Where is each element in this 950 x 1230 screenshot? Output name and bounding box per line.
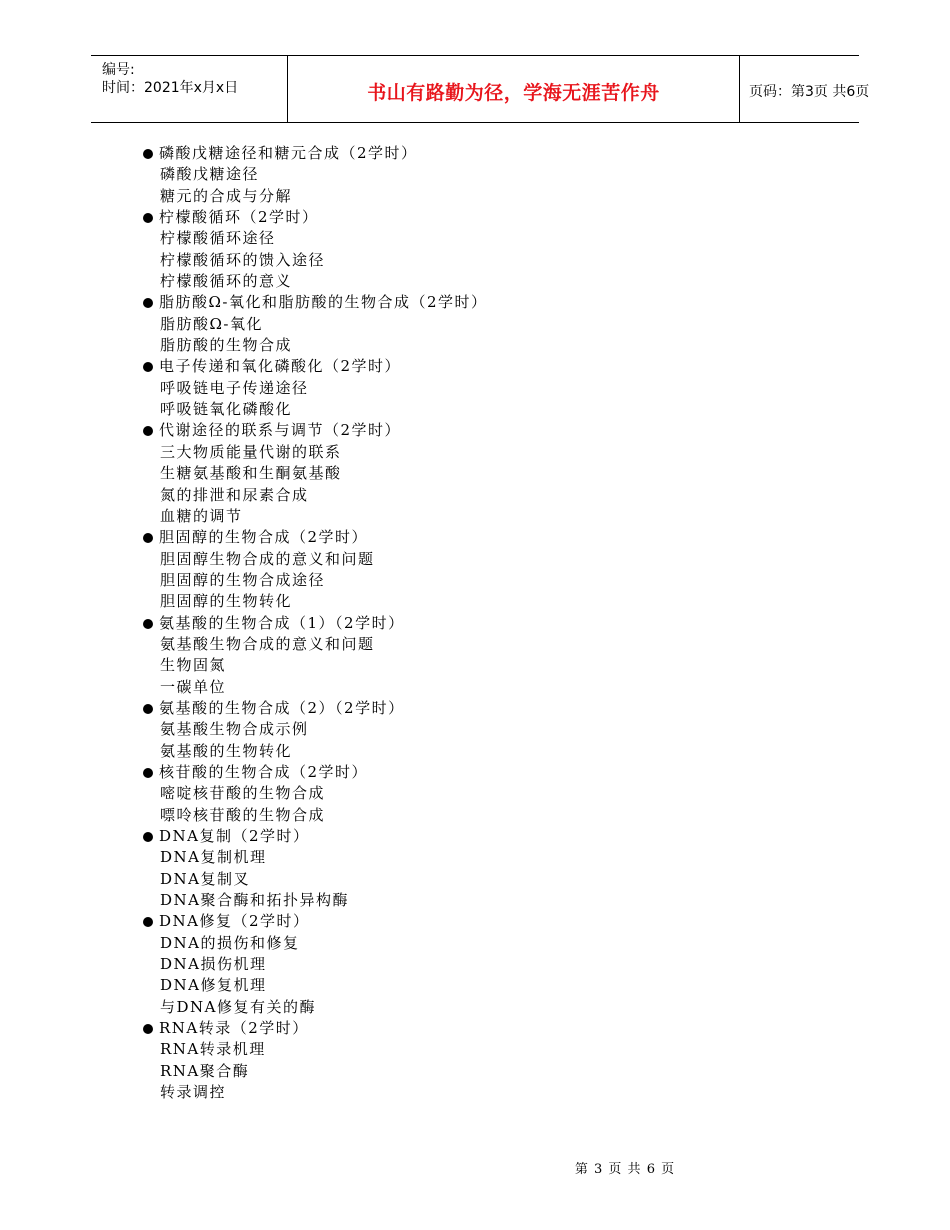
outline-topic-title: 氨基酸的生物合成（2）（2学时） <box>159 698 405 717</box>
bullet-dot-icon <box>143 704 153 714</box>
bullet-dot-icon <box>143 768 153 778</box>
outline-subitem: 胆固醇生物合成的意义和问题 <box>160 549 375 568</box>
outline-topic-title: RNA转录（2学时） <box>159 1019 309 1038</box>
outline-subitem: DNA的损伤和修复 <box>160 933 300 952</box>
outline-topic <box>141 356 841 377</box>
outline-subitem: DNA损伤机理 <box>160 955 267 974</box>
outline-subitem: 糖元的合成与分解 <box>160 186 293 205</box>
outline-subitem: DNA复制叉 <box>160 869 250 888</box>
outline-topic <box>141 911 841 932</box>
outline-subitem: DNA聚合酶和拓扑异构酶 <box>160 891 349 910</box>
outline-subitem: 氨基酸生物合成的意义和问题 <box>160 634 375 653</box>
outline-topic <box>141 613 841 634</box>
outline-subitem: 呼吸链氧化磷酸化 <box>160 400 293 419</box>
outline-topic-title: 代谢途径的联系与调节（2学时） <box>159 421 402 440</box>
outline-subitem: 脂肪酸Ω-氧化 <box>160 314 264 333</box>
header-page-label: 页码：第3页 共6页 <box>749 84 870 100</box>
outline-topic-title: 磷酸戊糖途径和糖元合成（2学时） <box>159 144 418 162</box>
outline-topic-title: DNA修复（2学时） <box>159 912 310 931</box>
outline-topic-title: 电子传递和氧化磷酸化（2学时） <box>159 357 402 376</box>
outline-subitem: 柠檬酸循环的馈入途径 <box>160 250 326 269</box>
outline-subitem: 磷酸戊糖途径 <box>160 165 260 184</box>
outline-subitem: 生糖氨基酸和生酮氨基酸 <box>160 464 342 483</box>
document-time-label: 时间：2021年x月x日 <box>102 80 239 96</box>
bullet-dot-icon <box>143 917 153 927</box>
outline-subitem: 柠檬酸循环途径 <box>160 229 276 248</box>
outline-subitem: 呼吸链电子传递途径 <box>160 378 309 397</box>
page-footer: 第 3 页 共 6 页 <box>574 1162 676 1177</box>
outline-subitem: 氮的排泄和尿素合成 <box>160 485 309 504</box>
outline-topic <box>141 826 841 847</box>
outline-subitem: RNA聚合酶 <box>160 1061 250 1080</box>
outline-topic <box>141 420 841 441</box>
course-outline <box>141 143 841 1103</box>
outline-subitem: 柠檬酸循环的意义 <box>160 272 293 291</box>
outline-topic <box>141 292 841 313</box>
outline-subitem: 一碳单位 <box>160 677 227 696</box>
outline-subitem: 转录调控 <box>160 1083 227 1102</box>
header-page-cell <box>740 56 870 122</box>
bullet-dot-icon <box>143 298 153 308</box>
bullet-dot-icon <box>143 619 153 629</box>
outline-subitem: 胆固醇的生物合成途径 <box>160 570 326 589</box>
outline-subitem: 氨基酸的生物转化 <box>160 741 293 760</box>
outline-topic-title: 核苷酸的生物合成（2学时） <box>159 762 369 781</box>
outline-subitem: 脂肪酸的生物合成 <box>160 336 293 355</box>
outline-topic <box>141 143 841 164</box>
outline-topic <box>141 527 841 548</box>
outline-topic-title: 胆固醇的生物合成（2学时） <box>159 528 369 547</box>
bullet-dot-icon <box>143 213 153 223</box>
outline-subitem: DNA复制机理 <box>160 848 267 867</box>
outline-subitem: 三大物质能量代谢的联系 <box>160 442 342 461</box>
outline-subitem: 嘧啶核苷酸的生物合成 <box>160 784 326 803</box>
header-motto: 书山有路勤为径，学海无涯苦作舟 <box>367 82 660 104</box>
outline-subitem: 生物固氮 <box>160 656 227 675</box>
outline-subitem: 胆固醇的生物转化 <box>160 592 293 611</box>
document-number-label: 编号: <box>102 62 135 78</box>
header-info-cell <box>91 56 287 122</box>
header-motto-cell <box>287 56 740 122</box>
outline-topic <box>141 762 841 783</box>
bullet-dot-icon <box>143 533 153 543</box>
outline-topic <box>141 698 841 719</box>
document-header <box>91 55 870 123</box>
outline-topic-title: 脂肪酸Ω-氧化和脂肪酸的生物合成（2学时） <box>159 293 488 312</box>
outline-topic-title: 柠檬酸循环（2学时） <box>159 208 319 227</box>
outline-topic <box>141 207 841 228</box>
outline-subitem: 血糖的调节 <box>160 506 243 525</box>
bullet-dot-icon <box>143 149 153 159</box>
outline-subitem: RNA转录机理 <box>160 1040 266 1059</box>
outline-subitem: DNA修复机理 <box>160 976 267 995</box>
outline-subitem: 氨基酸生物合成示例 <box>160 720 309 739</box>
bullet-dot-icon <box>143 832 153 842</box>
outline-subitem: 与DNA修复有关的酶 <box>160 997 316 1016</box>
outline-topic <box>141 1018 841 1039</box>
bullet-dot-icon <box>143 426 153 436</box>
outline-topic-title: 氨基酸的生物合成（1）（2学时） <box>159 613 405 632</box>
bullet-dot-icon <box>143 362 153 372</box>
outline-topic-title: DNA复制（2学时） <box>159 827 310 845</box>
bullet-dot-icon <box>143 1024 153 1034</box>
outline-subitem: 嘌呤核苷酸的生物合成 <box>160 805 326 824</box>
